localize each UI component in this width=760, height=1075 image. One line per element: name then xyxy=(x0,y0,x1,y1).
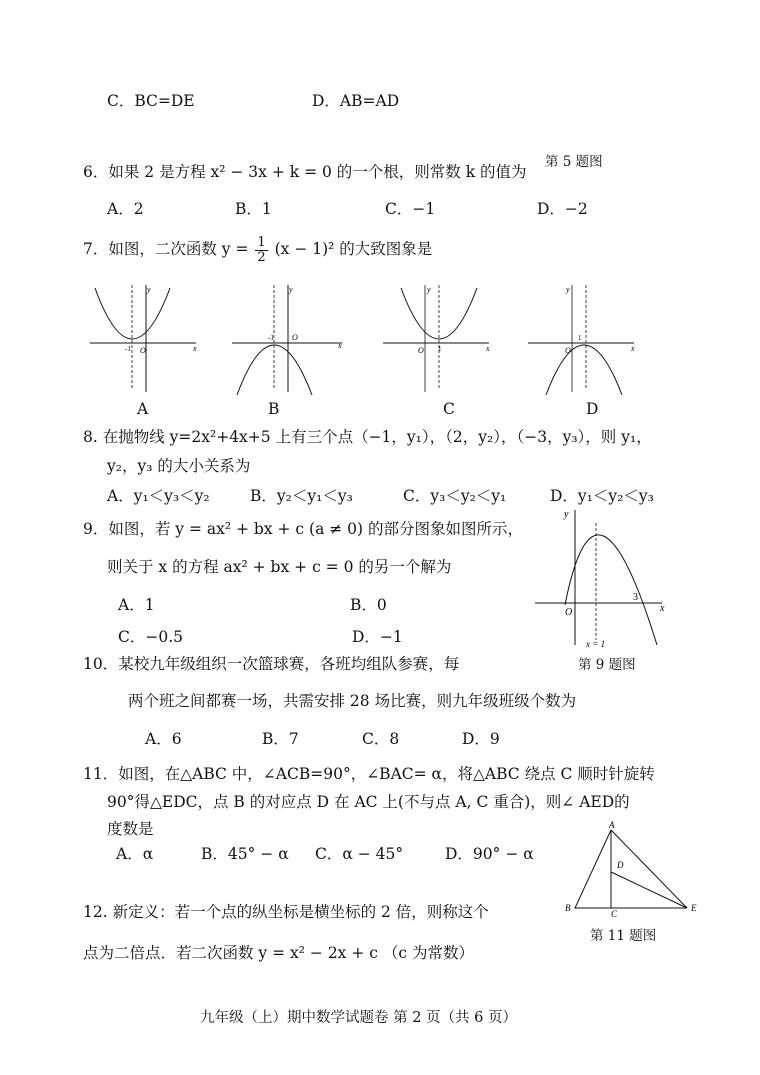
q9-origin: O xyxy=(565,607,573,618)
q7-frac-den: 2 xyxy=(257,249,266,265)
q11-option-d: D．90° − α xyxy=(445,845,534,863)
q7b-tick: -1 xyxy=(268,334,274,342)
q10-line2: 两个班之间都赛一场，共需安排 28 场比赛，则九年级班级个数为 xyxy=(128,692,577,710)
q9-option-c: C．−0.5 xyxy=(118,628,183,646)
q7d-x-label: x xyxy=(631,344,635,353)
q7-label-c: C xyxy=(443,400,455,418)
q8-option-a: A．y₁＜y₃＜y₂ xyxy=(107,487,210,505)
q7-label-b: B xyxy=(268,400,280,418)
q11-point-c: C xyxy=(611,909,618,919)
q7-stem xyxy=(83,236,432,264)
q7b-y-label: y xyxy=(289,285,293,294)
q7-fraction xyxy=(255,236,267,264)
q9-figure xyxy=(530,505,670,655)
q9-root-3: 3 xyxy=(633,592,638,603)
q7c-tick: 1 xyxy=(438,345,442,353)
q5-caption: 第 5 题图 xyxy=(545,154,603,170)
q7-graph-b xyxy=(232,280,347,395)
q11-point-d: D xyxy=(617,860,624,870)
q10-line1: 10．某校九年级组织一次篮球赛，各班均组队参赛，每 xyxy=(83,655,460,673)
q10-option-d: D．9 xyxy=(462,730,500,748)
q11-line1: 11．如图，在△ABC 中，∠ACB=90°，∠BAC= α，将△ABC 绕点 C 顺时针旋转 xyxy=(83,765,655,783)
q5-option-d: D．AB=AD xyxy=(312,92,400,110)
q7-stem-prefix: 7．如图，二次函数 y = xyxy=(83,240,249,259)
q8-line1: 8. 在抛物线 y=2x²+4x+5 上有三个点（−1，y₁），（2，y₂），（−3，y₃），则 y₁， xyxy=(83,428,652,446)
q9-option-a: A．1 xyxy=(118,596,155,614)
q6-option-d: D．−2 xyxy=(537,200,588,218)
q7-stem-suffix: (x − 1)² 的大致图象是 xyxy=(274,240,433,259)
q7b-origin: O xyxy=(292,333,298,342)
q6-option-b: B．1 xyxy=(235,200,272,218)
q7d-tick: 1 xyxy=(578,334,582,342)
q12-line2: 点为二倍点．若二次函数 y = x² − 2x + c （c 为常数） xyxy=(83,944,474,962)
q7c-y-label: y xyxy=(427,285,431,294)
q10-option-a: A．6 xyxy=(145,730,182,748)
q9-x-label: x xyxy=(660,603,665,614)
q11-option-a: A．α xyxy=(116,845,154,863)
q11-option-c: C．α − 45° xyxy=(315,845,404,863)
q8-option-d: D．y₁＜y₂＜y₃ xyxy=(550,487,654,505)
q8-line2: y₂，y₃ 的大小关系为 xyxy=(107,457,251,475)
q9-line1: 9．如图，若 y = ax² + bx + c (a ≠ 0) 的部分图象如图所示， xyxy=(83,520,524,538)
q10-option-c: C．8 xyxy=(362,730,400,748)
q7a-tick: -1 xyxy=(125,345,131,353)
q11-point-e: E xyxy=(691,903,697,913)
q7-graph-c xyxy=(383,280,493,395)
q7-label-a: A xyxy=(137,400,149,418)
q11-point-a: A xyxy=(609,820,615,830)
q7a-y-label: y xyxy=(147,285,151,294)
q7b-x-label: x xyxy=(338,341,342,350)
q5-option-c: C．BC=DE xyxy=(107,92,195,110)
q7a-x-label: x xyxy=(193,344,197,353)
q7-frac-num: 1 xyxy=(257,235,266,250)
q7c-x-label: x xyxy=(486,344,490,353)
q7d-y-label: y xyxy=(566,285,570,294)
q9-axis-of-symmetry: x = 1 xyxy=(586,639,606,649)
q11-line2: 90°得△EDC，点 B 的对应点 D 在 AC 上(不与点 A, C 重合)，则∠ AED的 xyxy=(107,793,630,811)
q6-option-a: A．2 xyxy=(107,200,144,218)
q9-option-d: D．−1 xyxy=(352,628,403,646)
q7d-origin: O xyxy=(565,346,571,355)
q8-option-c: C．y₃＜y₂＜y₁ xyxy=(403,487,507,505)
q11-line3: 度数是 xyxy=(107,820,154,838)
q11-option-b: B．45° − α xyxy=(201,845,289,863)
q9-caption: 第 9 题图 xyxy=(578,657,636,673)
q10-option-b: B．7 xyxy=(262,730,299,748)
q11-point-b: B xyxy=(565,903,571,913)
page-footer: 九年级（上）期中数学试题卷 第 2 页（共 6 页） xyxy=(200,1010,517,1026)
q12-line1: 12. 新定义：若一个点的纵坐标是横坐标的 2 倍，则称这个 xyxy=(83,903,489,921)
q6-option-c: C．−1 xyxy=(385,200,436,218)
q9-option-b: B．0 xyxy=(350,596,387,614)
q7a-origin: O xyxy=(140,346,146,355)
q7-graph-d xyxy=(528,280,638,395)
q11-figure xyxy=(555,820,705,920)
q9-line2: 则关于 x 的方程 ax² + bx + c = 0 的另一个解为 xyxy=(107,558,452,576)
q6-stem: 6．如果 2 是方程 x² − 3x + k = 0 的一个根，则常数 k 的值为 xyxy=(83,163,527,181)
q8-option-b: B．y₂＜y₁＜y₃ xyxy=(250,487,353,505)
q7c-origin: O xyxy=(418,346,424,355)
q7-label-d: D xyxy=(586,400,599,418)
q7-graph-a xyxy=(90,280,200,395)
q9-y-label: y xyxy=(564,509,569,520)
q11-caption: 第 11 题图 xyxy=(590,928,657,944)
